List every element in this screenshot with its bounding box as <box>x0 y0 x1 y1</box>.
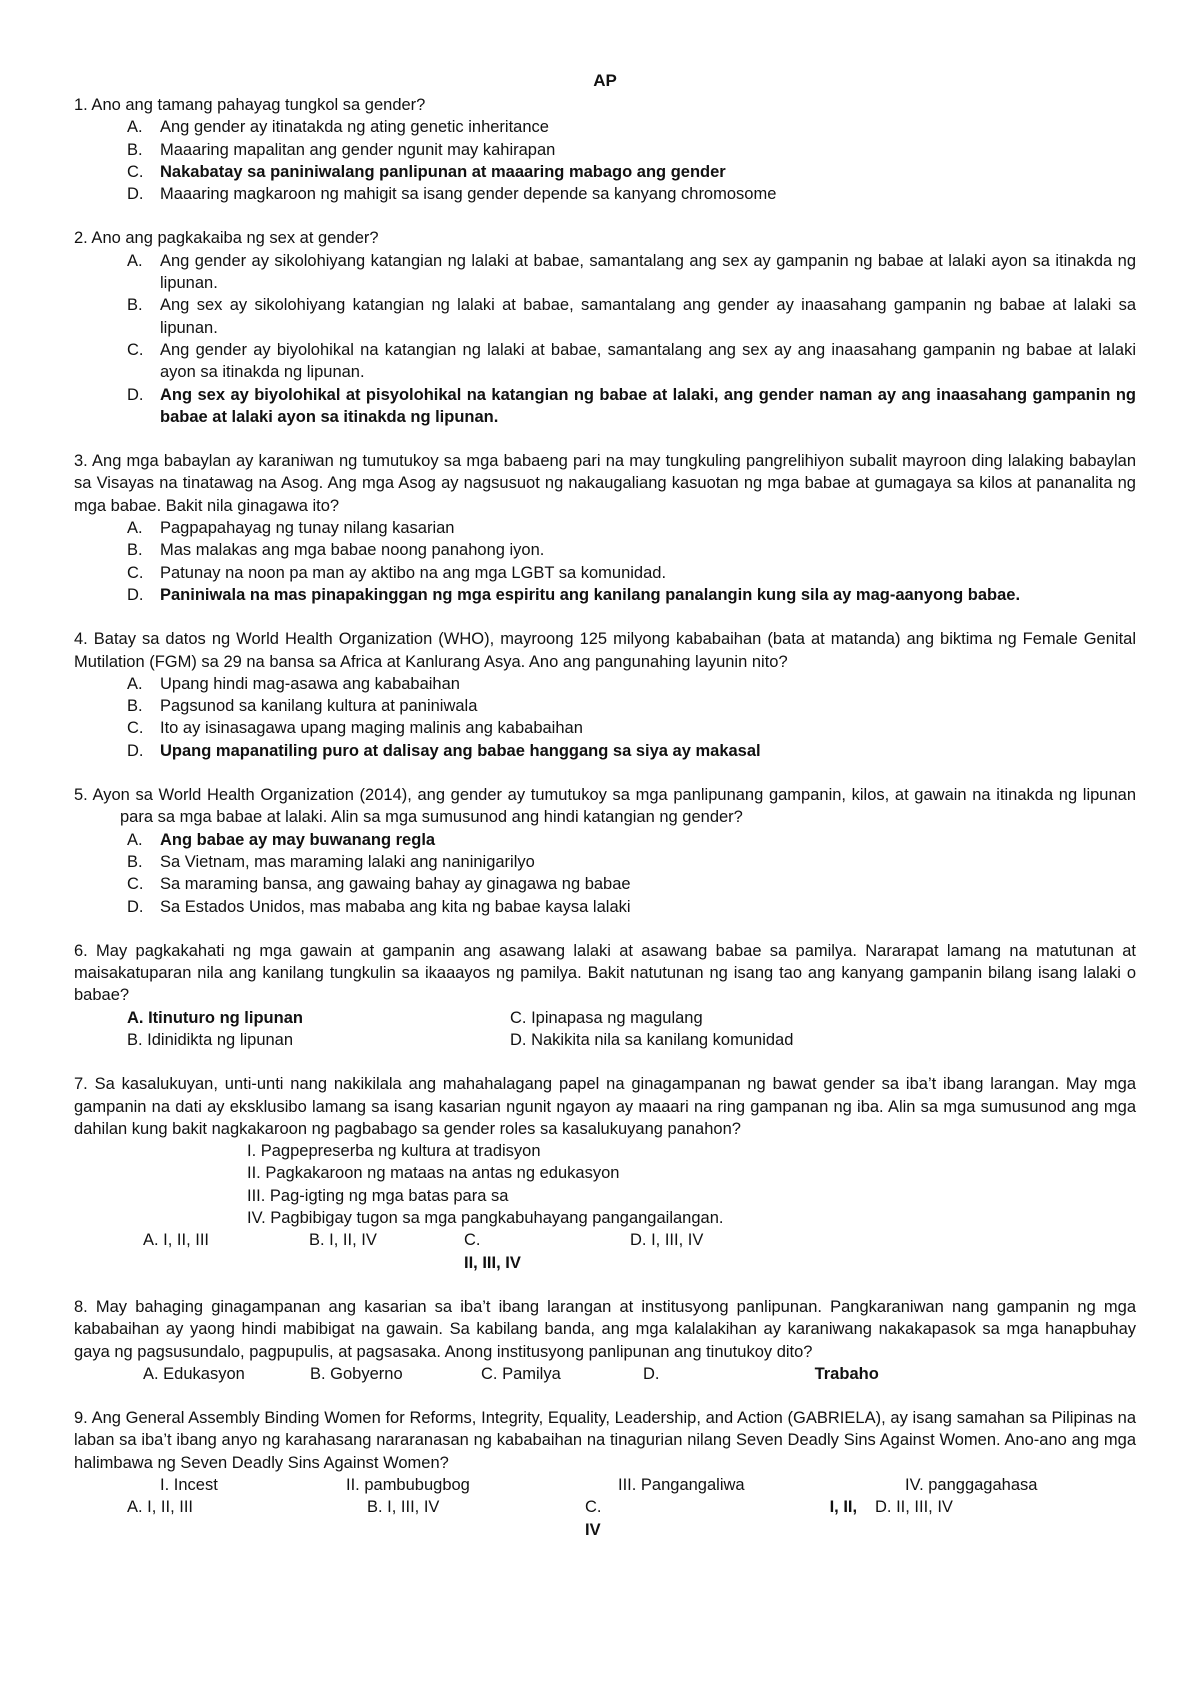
question-text: 2. Ano ang pagkakaiba ng sex at gender? <box>74 229 379 248</box>
option-d: D. I, III, IV <box>630 1231 704 1250</box>
statement-item: I. Incest <box>160 1476 218 1495</box>
option-c: C. Patunay na noon pa man ay aktibo na ang mga LGBT sa komunidad. <box>127 563 667 582</box>
question-7 <box>74 1073 1136 1274</box>
option-a: A. I, II, III <box>143 1231 210 1250</box>
option-d: D. Nakikita nila sa kanilang komunidad <box>510 1030 794 1049</box>
question-text: 3. Ang mga babaylan ay karaniwan ng tumutukoy sa mga babaeng pari na may tungkuling pangrelihiyon subalit mayroon ding lalaking babaylan sa Visayas na tinatawag na Asog. Ang mga Asog ay nagsusuot ng nakaugaliang kasuotan ng mga babae at gumagaya sa kilos at pananalita ng mga babae. Bakit nila ginagawa ito? <box>74 452 1136 515</box>
question-2 <box>74 227 1136 428</box>
option-b: B. Idinidikta ng lipunan <box>127 1030 294 1049</box>
question-text: 7. Sa kasalukuyan, unti-unti nang nakikilala ang mahahalagang papel na ginagampanan ng bawat gender sa iba’t ibang larangan. May mga gampanin na dati ay eksklusibo lamang sa isang kasarian ngunit ngayon ay maaari na ring gampanan ng iba. Alin sa mga sumusunod ang mga dahilan kung bakit nagkakaroon ng pagbabago sa gender roles sa kasalukuyang panahon? <box>74 1075 1136 1138</box>
statement-row <box>160 1474 1136 1496</box>
option-a: A. Ang babae ay may buwanang regla <box>127 829 1136 851</box>
option-a: A. Itinuturo ng lipunan <box>127 1008 303 1027</box>
answer-text: Paniniwala na mas pinapakinggan ng mga espiritu ang kanilang panalangin kung sila ay mag-aanyong babae. <box>160 585 1021 604</box>
option-c: C. Sa maraming bansa, ang gawaing bahay ay ginagawa ng babae <box>127 875 631 894</box>
option-a: A. Ang gender ay sikolohiyang katangian ng lalaki at babae, samantalang ang sex ay gampanin ng babae at lalaki ayon sa itinakda ng lipunan. <box>127 251 1136 293</box>
option-d: D. Ang sex ay biyolohikal at pisyolohikal na katangian ng babae at lalaki, ang gender naman ay ang inaasahang gampanin ng babae at lalaki ayon sa itinakda ng lipunan. <box>127 384 1136 429</box>
answer-text: Upang mapanatiling puro at dalisay ang babae hanggang sa siya ay makasal <box>160 741 761 760</box>
question-3 <box>74 450 1136 606</box>
option-b: B. Gobyerno <box>310 1364 403 1383</box>
statement-item: II. pambubugbog <box>346 1476 470 1495</box>
options-grid <box>127 1007 1136 1052</box>
answer-text: Trabaho <box>814 1364 879 1383</box>
question-text: 1. Ano ang tamang pahayag tungkol sa gender? <box>74 96 426 114</box>
option-c: C. Ipinapasa ng magulang <box>510 1008 703 1027</box>
option-a: A. Ang gender ay itinatakda ng ating genetic inheritance <box>127 118 549 137</box>
option-c: C. Ang gender ay biyolohikal na katangian ng lalaki at babae, samantalang ang sex ay ang inaasahang gampanin ng babae at lalaki ayon sa itinakda ng lipunan. <box>127 340 1136 382</box>
question-9 <box>74 1407 1136 1541</box>
option-b: B. Sa Vietnam, mas maraming lalaki ang naninigarilyo <box>127 852 535 871</box>
answer-text: Ang babae ay may buwanang regla <box>160 830 436 849</box>
option-a: A. Pagpapahayag ng tunay nilang kasarian <box>127 519 455 538</box>
option-b: B. I, III, IV <box>367 1498 440 1517</box>
question-text: 6. May pagkakahati ng mga gawain at gampanin ang asawang lalaki at asawang babae sa pamilya. Nararapat lamang na matutunan at maisakatuparan nila ang kanilang tungkulin sa ikaaayos ng pamilya. Bakit natutunan ng isang tao ang kanyang gampanin bilang isang lalaki o babae? <box>74 941 1136 1005</box>
question-text: 9. Ang General Assembly Binding Women for Reforms, Integrity, Equality, Leadership, and Action (GABRIELA), ay isang samahan sa Pilipinas na laban sa iba’t ibang anyo ng karahasang nararanasan ng kababaihan na tinagurian nilang Seven Deadly Sins Against Women. Ano-ano ang mga halimbawa ng Seven Deadly Sins Against Women? <box>74 1409 1136 1472</box>
question-5 <box>74 784 1136 918</box>
question-6 <box>74 940 1136 1051</box>
option-a: A. I, II, III <box>127 1498 194 1517</box>
statement-item: III. Pag-igting ng mga batas para sa <box>247 1186 509 1205</box>
question-1 <box>74 94 1136 205</box>
answer-text: II, III, IV <box>464 1253 521 1272</box>
question-text: 8. May bahaging ginagampanan ang kasarian sa iba’t ibang larangan at institusyong panlipunan. Pangkaraniwan nang gampanin ng mga kababaihan ay yaong hindi mabibigat na gawain. Sa kabilang banda, ang mga kalalakihan ay karaniwang nakakapasok sa mga hanapbuhay gaya ng pagsusundalo, pagpupulis, at pagsasaka. Anong institusyong panlipunan ang tinutukoy dito? <box>74 1297 1136 1361</box>
option-b: B. Ang sex ay sikolohiyang katangian ng lalaki at babae, samantalang ang gender ay inaasahang gampanin ng babae at lalaki sa lipunan. <box>127 296 1136 337</box>
page-title: AP <box>593 71 617 90</box>
option-c: C. II, III, IV <box>464 1231 521 1272</box>
statement-item: IV. panggagahasa <box>905 1476 1038 1495</box>
question-4 <box>74 628 1136 762</box>
statement-item: IV. Pagbibigay tugon sa mga pangkabuhayang pangangailangan. <box>247 1209 724 1228</box>
option-a: A. Edukasyon <box>143 1364 245 1383</box>
option-c: C. Ito ay isinasagawa upang maging malinis ang kababaihan <box>127 719 583 738</box>
option-c: C. I, II, IV <box>585 1498 858 1539</box>
option-b: B. Pagsunod sa kanilang kultura at paniniwala <box>127 697 478 716</box>
quiz-page <box>74 70 1136 1563</box>
option-d: D. Trabaho <box>643 1364 879 1383</box>
option-d: D. Upang mapanatiling puro at dalisay ang babae hanggang sa siya ay makasal <box>127 740 1136 762</box>
answer-text: Ang sex ay biyolohikal at pisyolohikal na katangian ng babae at lalaki, ang gender naman ay ang inaasahang gampanin ng babae at lalaki ayon sa itinakda ng lipunan. <box>160 385 1136 426</box>
question-text: 4. Batay sa datos ng World Health Organization (WHO), mayroong 125 milyong kababaihan (bata at matanda) ang biktima ng Female Genital Mutilation (FGM) sa 29 na bansa sa Africa at Kanlurang Asya. Ano ang pangunahing layunin nito? <box>74 630 1136 671</box>
choices-row <box>127 1496 1136 1541</box>
answer-text: I, II, IV <box>585 1498 858 1539</box>
option-d: D. Sa Estados Unidos, mas mababa ang kita ng babae kaysa lalaki <box>127 897 631 916</box>
option-d: D. Paniniwala na mas pinapakinggan ng mga espiritu ang kanilang panalangin kung sila ay mag-aanyong babae. <box>127 584 1136 606</box>
statement-item: III. Pangangaliwa <box>618 1476 745 1495</box>
option-d: D. II, III, IV <box>875 1498 953 1517</box>
statement-list <box>247 1140 1136 1229</box>
option-c: C. Nakabatay sa paniniwalang panlipunan at maaaring mabago ang gender <box>127 161 1136 183</box>
answer-text: Nakabatay sa paniniwalang panlipunan at maaaring mabago ang gender <box>160 162 726 181</box>
statement-item: I. Pagpepreserba ng kultura at tradisyon <box>247 1142 541 1161</box>
option-c: C. Pamilya <box>481 1364 561 1383</box>
option-d: D. Maaaring magkaroon ng mahigit sa isang gender depende sa kanyang chromosome <box>127 185 777 204</box>
question-text: 5. Ayon sa World Health Organization (2014), ang gender ay tumutukoy sa mga panlipunang gampanin, kilos, at gawain na itinakda ng lipunan para sa mga babae at lalaki. Alin sa mga sumusunod ang hindi katangian ng gender? <box>74 786 1136 827</box>
option-b: B. I, II, IV <box>309 1231 377 1250</box>
statement-item: II. Pagkakaroon ng mataas na antas ng edukasyon <box>247 1164 620 1183</box>
option-b: B. Maaaring mapalitan ang gender ngunit may kahirapan <box>127 140 556 159</box>
option-a: A. Upang hindi mag-asawa ang kababaihan <box>127 674 460 693</box>
choices-row <box>143 1229 1136 1274</box>
option-b: B. Mas malakas ang mga babae noong panahong iyon. <box>127 541 545 560</box>
question-8 <box>74 1296 1136 1385</box>
choices-row <box>143 1363 1136 1385</box>
